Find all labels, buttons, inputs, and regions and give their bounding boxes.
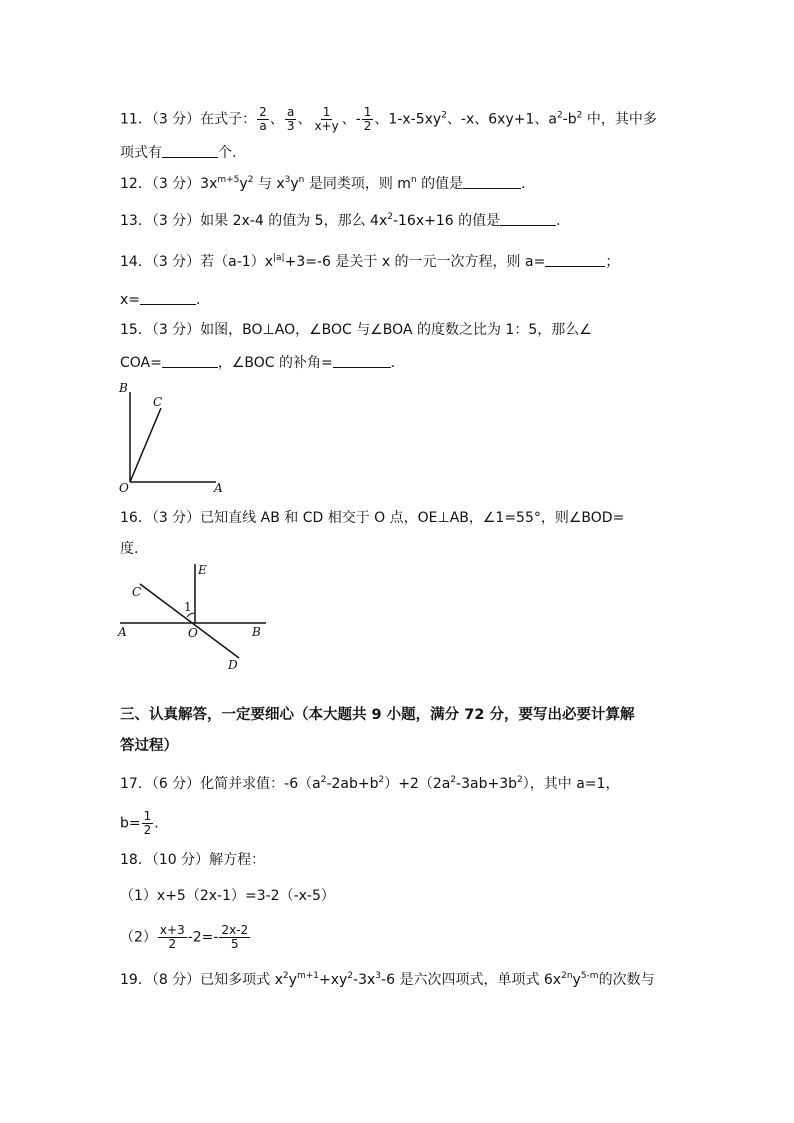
label-c: C	[132, 585, 142, 599]
q17-line2: b= $\frac{1}{2}$ .	[120, 809, 159, 837]
label-o: O	[119, 481, 129, 495]
q15-line1: 15．（3 分）如图，BO⊥AO，∠BOC 与∠BOA 的度数之比为 1：5，那么∠	[120, 322, 592, 338]
label-a: A	[118, 625, 127, 639]
label-d: D	[228, 658, 238, 672]
figure-15-angle-diagram	[110, 380, 240, 495]
ray-oc	[130, 408, 161, 482]
q16-line2: 度.	[120, 541, 139, 557]
section-3-heading-line2: 答过程）	[120, 738, 178, 754]
answer-blank-coa[interactable]	[162, 355, 218, 368]
q19-line1: 19．（8 分）已知多项式 $x^2y^{m+1}+xy^2-3x^3-6$ 是六次四项式，单项式 $6x^{2n}y^{5-m}$的次数与	[120, 971, 655, 988]
fraction-1-over-xy: $\frac{1}{x+y}$	[314, 105, 339, 133]
fraction-a-over-3: $\frac{a}{3}$	[286, 105, 295, 133]
label-c: C	[153, 395, 163, 409]
q17-line1: 17．（6 分）化简并求值：$-6(a^2-2ab+b^2)+2(2a^2-3ab+3b^2)$，其中 a=1，	[120, 775, 620, 792]
fraction-2-over-a: $\frac{2}{a}$	[259, 105, 267, 133]
q14-line2: x= .	[120, 292, 201, 308]
label-b: B	[119, 381, 128, 395]
q16-line1: 16．（3 分）已知直线 AB 和 CD 相交于 O 点，OE⊥AB，∠1=55°，则∠BOD=	[120, 510, 625, 526]
q13: 13．（3 分）如果 2x-4 的值为 5，那么 $4x^2-16x+16$ 的值是 .	[120, 212, 561, 229]
label-a: A	[214, 481, 223, 495]
q15-line2: COA= ，∠BOC 的补角= .	[120, 355, 396, 371]
fraction-1-over-2: $\frac{1}{2}$	[363, 105, 372, 133]
fraction-x-plus-3-over-2: $\frac{x+3}{2}$	[159, 923, 185, 951]
q11-line1: 11．（3 分）在式子： $\frac{2}{a}$ 、 $\frac{a}{3}$ 、 $\frac{1}{x+y}$ 、- $\frac{1}{2}$ 、$1-x-5xy^2$、-x、6xy+1、$a^2-b^2$ 中，其中多	[120, 105, 657, 133]
line-cd	[140, 584, 239, 658]
answer-blank-supplement[interactable]	[333, 355, 391, 368]
q12: 12．（3 分）$3x^{m+5}y^2$ 与 $x^3y^n$ 是同类项，则 $m^n$ 的值是 .	[120, 175, 526, 192]
q18-title: 18．（10 分）解方程：	[120, 852, 266, 868]
answer-blank[interactable]	[162, 145, 218, 158]
q14-line1: 14．（3 分）若$(a-1)x^{|a|}+3=-6$ 是关于 x 的一元一次方程，则 a= ；	[120, 253, 620, 270]
fraction-b-value: $\frac{1}{2}$	[143, 809, 152, 837]
label-1: 1	[184, 600, 192, 614]
q11-line2: 项式有 个.	[120, 145, 237, 161]
answer-blank[interactable]	[463, 176, 521, 189]
q18-part1: （1）x+5（2x-1）=3-2（-x-5）	[120, 888, 335, 904]
fraction-2x-minus-2-over-5: $\frac{2x-2}{5}$	[221, 923, 249, 951]
section-3-heading-line1: 三、认真解答，一定要细心（本大题共 9 小题，满分 72 分，要写出必要计算解	[120, 707, 635, 723]
answer-blank[interactable]	[500, 213, 556, 226]
label-b: B	[252, 625, 261, 639]
answer-blank-a[interactable]	[545, 254, 605, 267]
answer-blank-x[interactable]	[140, 292, 196, 305]
q18-part2: （2） $\frac{x+3}{2}$ -2=- $\frac{2x-2}{5}$	[120, 923, 249, 951]
label-o: O	[188, 626, 198, 640]
figure-16-intersecting-lines	[110, 558, 275, 673]
label-e: E	[198, 563, 207, 577]
